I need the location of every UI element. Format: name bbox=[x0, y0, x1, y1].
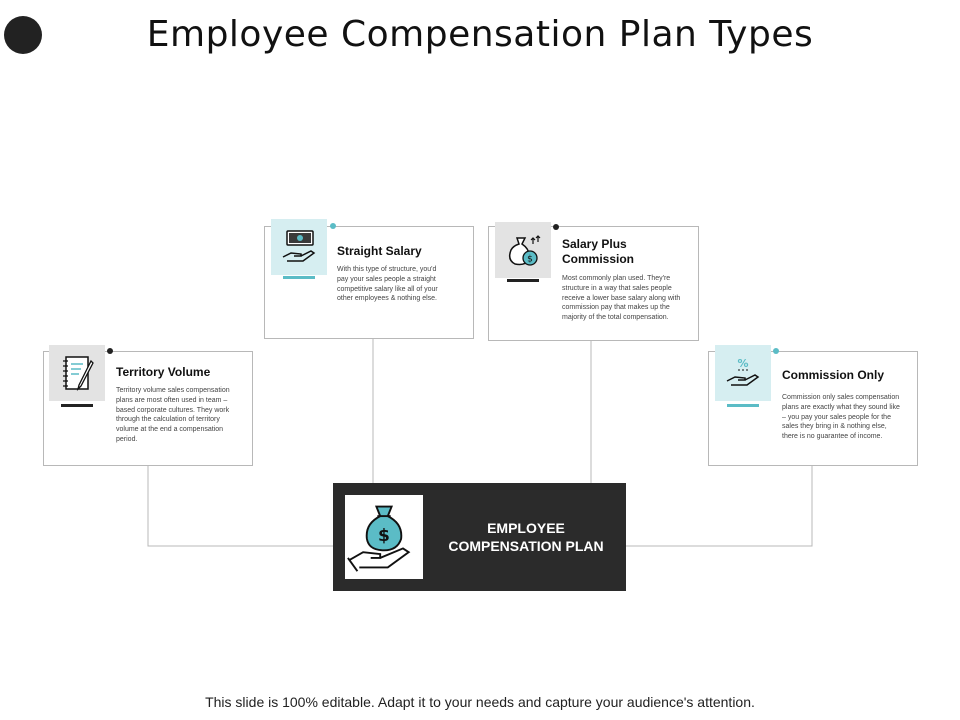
page-title: Employee Compensation Plan Types bbox=[146, 14, 814, 55]
footer-note: This slide is 100% editable. Adapt it to your needs and capture your audience's attention. bbox=[205, 694, 755, 710]
card-title-salary-plus-commission: Salary Plus Commission bbox=[562, 237, 635, 266]
card-title-straight-salary: Straight Salary bbox=[337, 244, 422, 258]
cash-hand-icon bbox=[271, 219, 327, 275]
accent-dot bbox=[107, 348, 113, 354]
accent-dot bbox=[773, 348, 779, 354]
accent-underline bbox=[507, 279, 539, 282]
card-desc-straight-salary: With this type of structure, you'd pay your sales people a straight competitive salary like all of your other employees & nothing else. bbox=[337, 266, 438, 303]
svg-text:$: $ bbox=[527, 254, 533, 265]
svg-text:$: $ bbox=[378, 525, 390, 546]
accent-dot bbox=[330, 223, 336, 229]
card-title-commission-only: Commission Only bbox=[782, 368, 885, 382]
card-desc-territory-volume: Territory volume sales compensation plans are most often used in team – based corporate cultures. They work through the calculation of territory volume at the end a compensation period. bbox=[116, 387, 230, 443]
notebook-pencil-icon bbox=[49, 345, 105, 401]
card-desc-commission-only: Commission only sales compensation plans are exactly what they sound like – you pay your sales people for the sales they bring in & nothing else, there is no guarantee of income. bbox=[782, 394, 900, 441]
money-bag-hand-icon bbox=[345, 495, 423, 579]
center-plan-box bbox=[333, 483, 626, 591]
money-bag-coin-icon bbox=[495, 222, 551, 278]
accent-underline bbox=[727, 404, 759, 407]
accent-underline bbox=[283, 276, 315, 279]
accent-dot bbox=[553, 224, 559, 230]
accent-underline bbox=[61, 404, 93, 407]
card-title-territory-volume: Territory Volume bbox=[116, 365, 211, 379]
percent-hand-icon bbox=[715, 345, 771, 401]
center-plan-label: EMPLOYEE COMPENSATION PLAN bbox=[448, 520, 604, 554]
svg-text:%: % bbox=[737, 357, 749, 370]
card-desc-salary-plus-commission: Most commonly plan used. They're structure in a way that sales people receive a lower base salary along with commission pay that makes up the majority of the total compensation. bbox=[562, 275, 681, 322]
